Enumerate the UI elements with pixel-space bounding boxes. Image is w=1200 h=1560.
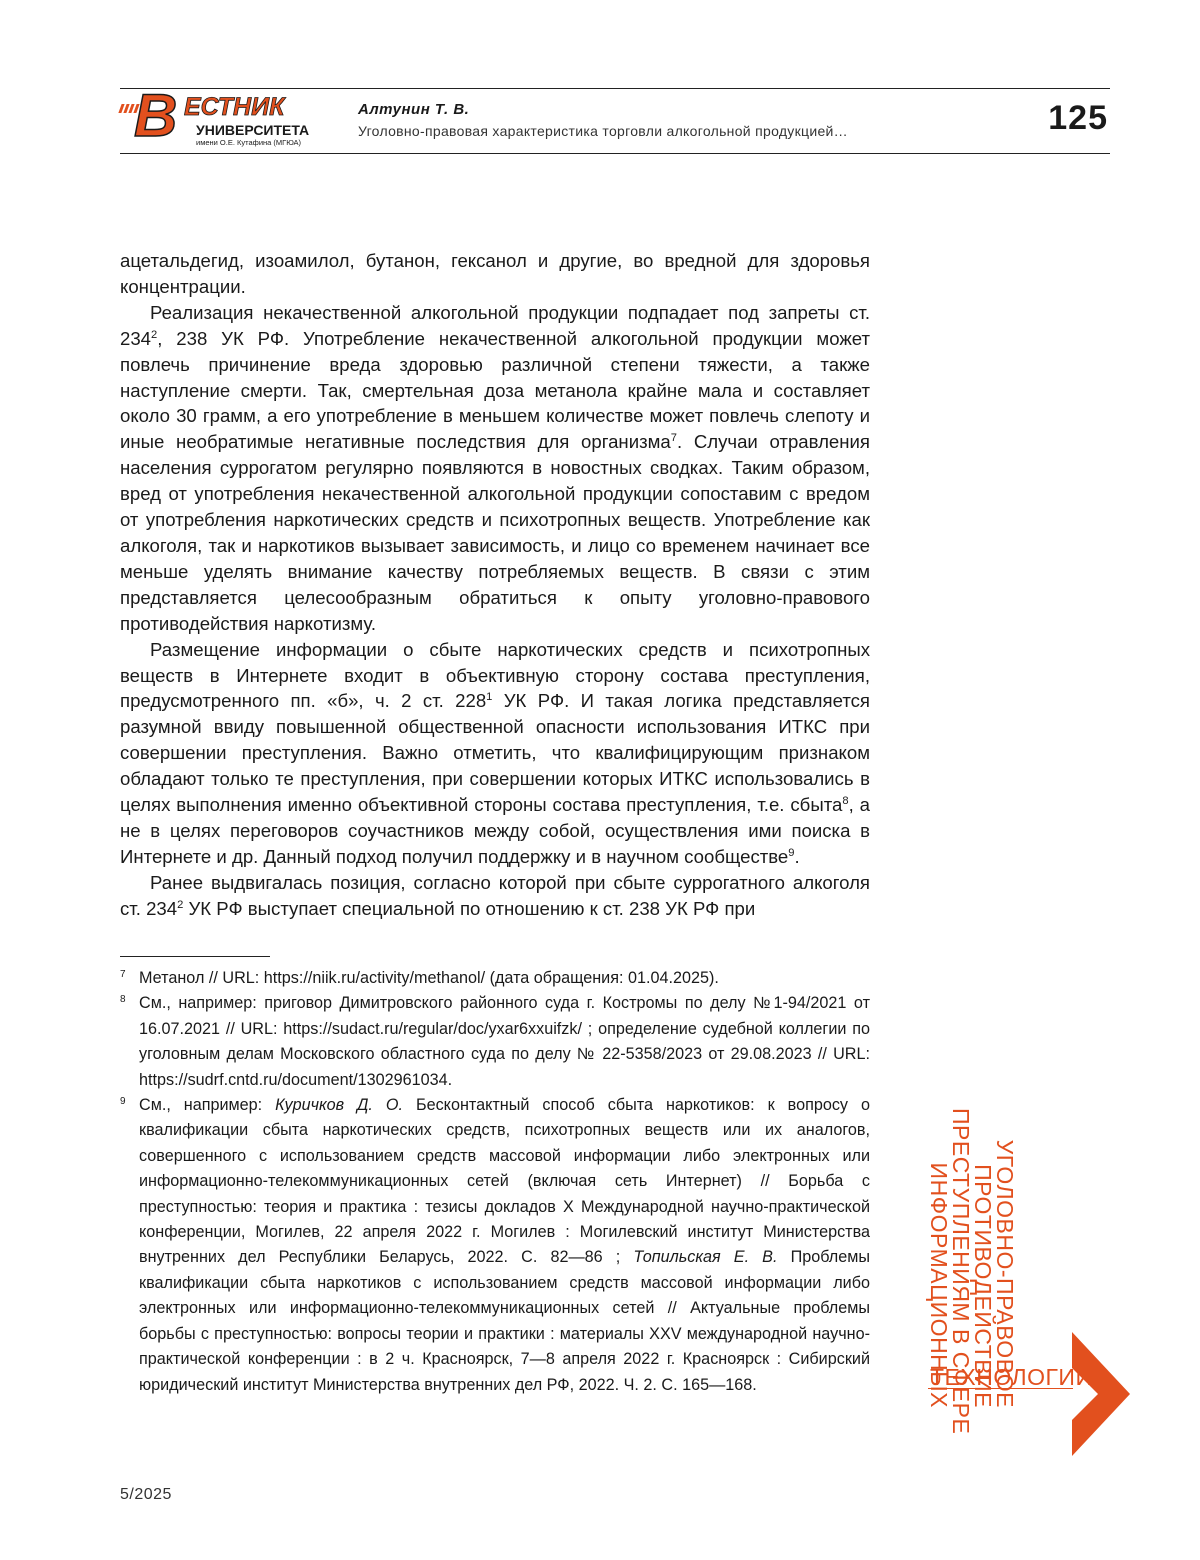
footnote-number: 7	[120, 962, 126, 987]
paragraph-text: УК РФ. И такая логика представляется разумной ввиду повышенной общественной опасности использования ИТКС при совершении преступления. Важно отметить, что квалифицирующим признаком обладают только те преступления, при совершении которых ИТКС использовались в целях выполнения именно объективной стороны состава преступления, т.е. сбыта	[120, 690, 870, 815]
logo-word: ЕСТНИК	[184, 94, 284, 120]
footnote-divider	[120, 956, 270, 957]
paragraph-text: , а не в целях переговоров соучастников между собой, осуществления ими поиска в Интернете и др. Данный подход получил поддержку и в научном сообществе	[120, 794, 870, 867]
paragraph-text: ацетальдегид, изоамилол, бутанон, гексанол и другие, во вредной для здоровья концентрации.	[120, 250, 870, 297]
footnote-text: Бесконтактный способ сбыта наркотиков: к вопросу о квалификации сбыта наркотических средств, психотропных веществ или их аналогов, совершенного с использованием средств массовой информации либо электронных или информационно-телекоммуникационных сетей (включая сеть Интернет) // Борьба с преступностью: теория и практика : тезисы докладов X Международной научно-практической конференции, Могилев, 22 апреля 2022 г. Могилев : Могилевский институт Министерства внутренних дел Республики Беларусь, 2022. С. 82—86 ;	[139, 1096, 870, 1266]
section-label-last-line: ТЕХНОЛОГИЙ	[930, 1364, 1092, 1391]
paragraph-text: Размещение информации о сбыте наркотических средств и психотропных веществ в Интернете входит в объективную сторону состава преступления, предусмотренного пп. «б», ч. 2 ст. 228	[120, 639, 870, 712]
footnote-number: 8	[120, 987, 126, 1012]
footnote-text: Проблемы квалификации сбыта наркотиков с использованием средств массовой информации либо электронных или информационно-телекоммуникационных сетей // Актуальные проблемы борьбы с преступностью: вопросы теории и практики : материалы XXV международной научно-практической конференции : в 2 ч. Красноярск, 7—8 апреля 2022 г. Красноярск : Сибирский юридический институт Министерства внутренних дел РФ, 2022. Ч. 2. С. 165—168.	[139, 1248, 870, 1393]
paragraph-text: .	[795, 846, 800, 867]
cited-author: Куричков Д. О.	[275, 1096, 403, 1114]
footnote-9	[120, 1093, 870, 1398]
section-label-underline	[928, 1388, 1073, 1389]
superscript: 2	[151, 329, 157, 341]
logo-named-after: имени О.Е. Кутафина (МГЮА)	[196, 139, 301, 147]
section-label-line: ПРЕСТУПЛЕНИЯМ В СФЕРЕ	[950, 1108, 972, 1408]
footnote-text: Метанол // URL: https://niik.ru/activity/methanol/ (дата обращения: 01.04.2025).	[139, 969, 719, 987]
paragraph-text: УК РФ выступает специальной по отношению к ст. 238 УК РФ при	[183, 898, 755, 919]
paragraph	[120, 248, 870, 300]
logo-letter: В	[134, 86, 175, 146]
logo-university: УНИВЕРСИТЕТА	[196, 123, 309, 138]
article-author: Алтунин Т. В.	[358, 101, 469, 118]
article-body	[120, 248, 870, 922]
section-label-text	[928, 1108, 1016, 1408]
footnote-7	[120, 966, 870, 991]
page-number: 125	[1048, 99, 1108, 138]
footnote-text: См., например: приговор Димитровского районного суда г. Костромы по делу №1-94/2021 от 16.07.2021 // URL: https://sudact.ru/regular/doc/yxar6xxuifzk/ ; определение судебной коллегии по уголовным делам Московского областного суда по делу № 22-5358/2023 от 29.08.2023 // URL: https://sudrf.cntd.ru/document/1302961034.	[139, 994, 870, 1088]
article-running-title: Уголовно-правовая характеристика торговли алкогольной продукцией…	[358, 123, 848, 139]
section-label	[928, 1108, 1018, 1408]
paragraph	[120, 300, 870, 637]
footnote-ref[interactable]: 9	[788, 847, 794, 859]
footnotes	[120, 966, 870, 1398]
footnote-number: 9	[120, 1089, 126, 1114]
section-arrow-icon	[1070, 1332, 1132, 1456]
footnote-ref[interactable]: 7	[671, 432, 677, 444]
paragraph	[120, 870, 870, 922]
journal-logo	[120, 92, 350, 150]
section-label-line: УГОЛОВНО-ПРАВОВОЕ	[994, 1108, 1016, 1408]
footnote-ref[interactable]: 8	[842, 795, 848, 807]
paragraph-text: Ранее выдвигалась позиция, согласно которой при сбыте суррогатного алкоголя ст. 234	[120, 872, 870, 919]
paragraph-text: Реализация некачественной алкогольной продукции подпадает под запреты ст. 234	[120, 302, 870, 349]
cited-author: Топильская Е. В.	[633, 1248, 777, 1266]
superscript: 1	[486, 691, 492, 703]
footnote-text: См., например:	[139, 1096, 275, 1114]
paragraph-text: . Случаи отравления населения суррогатом регулярно появляются в новостных сводках. Таким образом, вред от употребления некачественной алкогольной продукции сопоставим с вредом от употребления наркотических средств и психотропных веществ. Употребление как алкоголя, так и наркотиков вызывает зависимость, и лицо со временем начинает все меньше уделять внимание качеству потребляемых веществ. В связи с этим представляется целесообразным обратиться к опыту уголовно-правового противодействия наркотизму.	[120, 431, 870, 633]
footnote-8	[120, 991, 870, 1093]
section-label-line: ИНФОРМАЦИОННЫХ	[928, 1108, 950, 1408]
paragraph-text: , 238 УК РФ. Употребление некачественной алкогольной продукции может повлечь причинение вреда здоровью различной степени тяжести, а также наступление смерти. Так, смертельная доза метанола крайне мала и составляет около 30 грамм, а его употребление в меньшем количестве может повлечь слепоту и иные необратимые негативные последствия для организма	[120, 328, 870, 453]
page-header	[120, 88, 1110, 154]
paragraph	[120, 637, 870, 870]
superscript: 2	[177, 898, 183, 910]
issue-number: 5/2025	[120, 1486, 172, 1504]
section-label-line: ПРОТИВОДЕЙСТВИЕ	[972, 1108, 994, 1408]
